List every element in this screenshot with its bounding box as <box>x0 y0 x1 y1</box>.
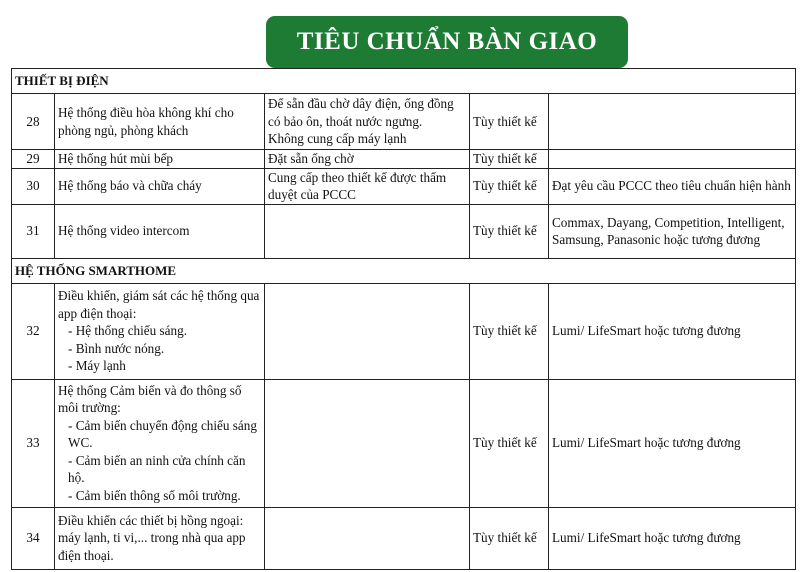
item-cell <box>55 168 265 204</box>
handover-spec-table <box>11 68 796 570</box>
row-number: 29 <box>12 150 55 169</box>
design-cell: Tùy thiết kế <box>470 507 549 569</box>
item-subpoint: - Bình nước nóng. <box>68 340 165 356</box>
table-row <box>12 507 796 569</box>
design-cell: Tùy thiết kế <box>470 94 549 150</box>
desc-cell <box>265 94 470 150</box>
item-text: Hệ thống báo và chữa cháy <box>58 178 202 194</box>
item-cell <box>55 204 265 258</box>
desc-text: Để sẵn đầu chờ dây điện, ống đồng có bảo ôn, thoát nước ngưng. <box>268 96 454 129</box>
page-title-banner <box>266 16 628 68</box>
brand-cell: Đạt yêu cầu PCCC theo tiêu chuẩn hiện hành <box>549 168 796 204</box>
item-subpoint: - Cảm biến thông số môi trường. <box>68 487 241 503</box>
item-subpoint: - Máy lạnh <box>68 358 126 374</box>
item-cell <box>55 283 265 379</box>
brand-cell: Lumi/ LifeSmart hoặc tương đương <box>549 283 796 379</box>
brand-cell: Lumi/ LifeSmart hoặc tương đương <box>549 379 796 507</box>
item-cell <box>55 94 265 150</box>
brand-cell <box>549 150 796 169</box>
desc-cell <box>265 283 470 379</box>
design-cell: Tùy thiết kế <box>470 168 549 204</box>
table-row <box>12 94 796 150</box>
desc-cell <box>265 168 470 204</box>
item-subpoint: - Cảm biến chuyển động chiếu sáng WC. <box>68 417 257 451</box>
desc-cell <box>265 204 470 258</box>
item-text: Hệ thống điều hòa không khí cho phòng ngủ, phòng khách <box>58 105 234 138</box>
table-row <box>12 204 796 258</box>
item-text: Điều khiển các thiết bị hồng ngoại: máy lạnh, ti vi,... trong nhà qua app điện thoại. <box>58 512 246 563</box>
design-cell: Tùy thiết kế <box>470 283 549 379</box>
page-title: TIÊU CHUẨN BÀN GIAO <box>296 28 598 55</box>
item-text: Hệ thống hút mùi bếp <box>58 151 174 166</box>
table-row <box>12 168 796 204</box>
table-row <box>12 283 796 379</box>
desc-cell <box>265 150 470 169</box>
section-title: HỆ THỐNG SMARTHOME <box>12 258 796 283</box>
section-header-electrical <box>12 69 796 94</box>
item-cell <box>55 379 265 507</box>
row-number: 33 <box>12 379 55 507</box>
table-row <box>12 379 796 507</box>
section-title: THIẾT BỊ ĐIỆN <box>12 69 796 94</box>
item-subpoint: - Hệ thống chiếu sáng. <box>68 323 188 339</box>
table-row <box>12 150 796 169</box>
desc-text: Đặt sẵn ống chờ <box>268 151 354 166</box>
item-text: Hệ thống video intercom <box>58 223 190 239</box>
brand-cell: Commax, Dayang, Competition, Intelligent, Samsung, Panasonic hoặc tương đương <box>549 204 796 258</box>
item-subpoint: - Cảm biến an ninh cửa chính căn hộ. <box>68 452 246 486</box>
item-text: Điều khiển, giám sát các hệ thống qua app điện thoại: <box>58 288 260 321</box>
item-cell <box>55 150 265 169</box>
desc-cell <box>265 379 470 507</box>
desc-text: Không cung cấp máy lạnh <box>268 131 407 147</box>
desc-cell <box>265 507 470 569</box>
row-number: 32 <box>12 283 55 379</box>
brand-cell <box>549 94 796 150</box>
row-number: 30 <box>12 168 55 204</box>
design-cell: Tùy thiết kế <box>470 204 549 258</box>
item-text: Hệ thống Cảm biến và đo thông số môi trường: <box>58 382 242 416</box>
item-cell <box>55 507 265 569</box>
row-number: 31 <box>12 204 55 258</box>
row-number: 34 <box>12 507 55 569</box>
brand-cell: Lumi/ LifeSmart hoặc tương đương <box>549 507 796 569</box>
design-cell: Tùy thiết kế <box>470 379 549 507</box>
row-number: 28 <box>12 94 55 150</box>
design-cell: Tùy thiết kế <box>470 150 549 169</box>
desc-text: Cung cấp theo thiết kế được thẩm duyệt của PCCC <box>268 169 447 202</box>
section-header-smarthome <box>12 258 796 283</box>
